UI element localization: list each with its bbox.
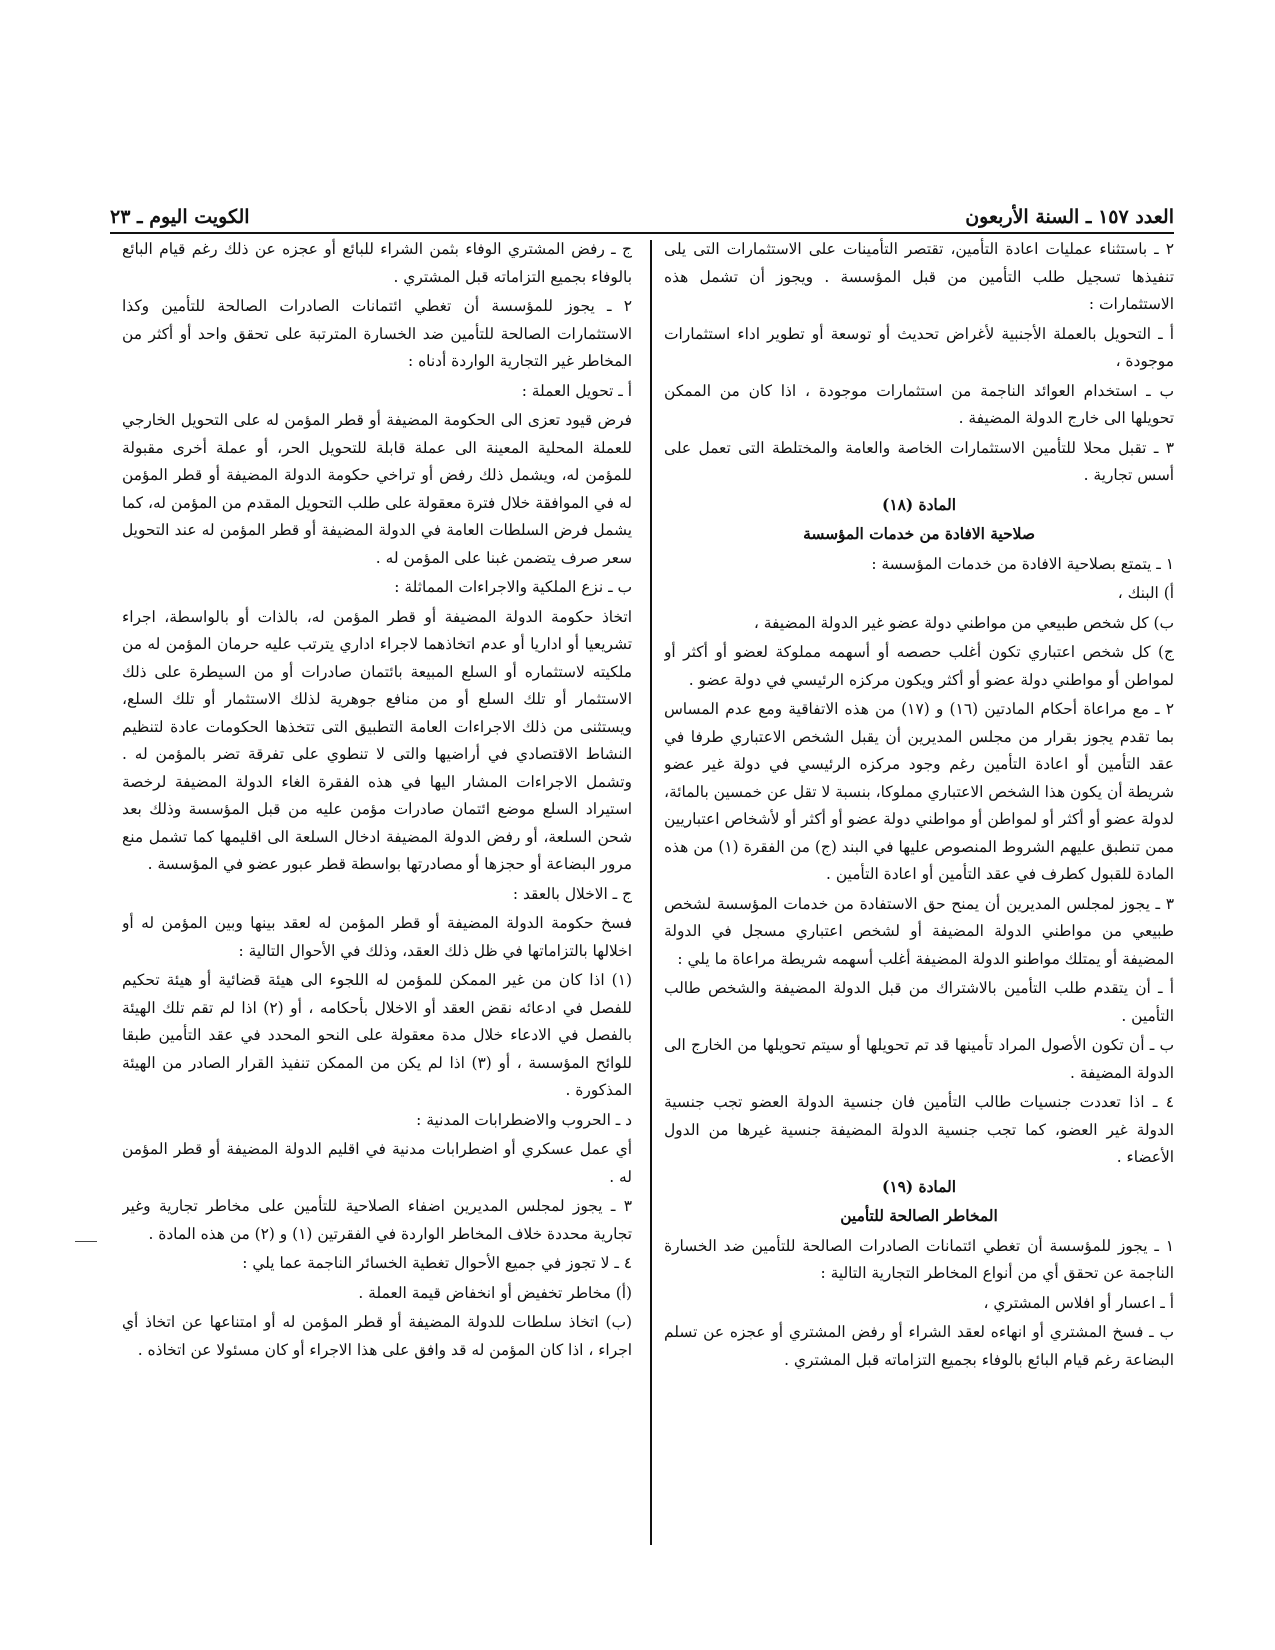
right-column [664, 236, 1174, 1546]
left-column-paragraph: أي عمل عسكري أو اضطرابات مدنية في اقليم الدولة المضيفة أو قطر المؤمن له . [122, 1140, 632, 1186]
left-column-paragraph: ٤ ـ لا تجوز في جميع الأحوال تغطية الخسائر الناجمة عما يلي : [242, 1254, 632, 1272]
right-column-paragraph: أ ـ التحويل بالعملة الأجنبية لأغراض تحديث أو توسعة أو تطوير اداء استثمارات موجودة ، [664, 324, 1174, 370]
right-column-paragraph: أ ـ اعسار أو افلاس المشتري ، [983, 1293, 1174, 1312]
right-column-heading: المخاطر الصالحة للتأمين [840, 1207, 998, 1225]
right-column-paragraph: ب ـ استخدام العوائد الناجمة من استثمارات موجودة ، اذا كان من الممكن تحويلها الى خارج الدولة المضيفة . [664, 381, 1174, 427]
right-column-paragraph: ب ـ فسخ المشتري أو انهاءه لعقد الشراء أو رفض المشتري أو عجزه عن تسلم البضاعة رغم قيام البائع بالوفاء بجميع التزاماته قبل المشتري . [664, 1323, 1174, 1369]
left-column-paragraph: (أ) مخاطر تخفيض أو انخفاض قيمة العملة . [358, 1283, 632, 1302]
left-column-paragraph: ج ـ الاخلال بالعقد : [512, 884, 632, 903]
left-column-paragraph: ج ـ رفض المشتري الوفاء بثمن الشراء للبائع أو عجزه عن ذلك رغم قيام البائع بالوفاء بجميع التزاماته قبل المشتري . [122, 240, 632, 286]
left-column-paragraph: أ ـ تحويل العملة : [521, 381, 632, 400]
right-column-paragraph: أ) البنك ، [1117, 584, 1174, 602]
left-column-paragraph: فرض قيود تعزى الى الحكومة المضيفة أو قطر المؤمن له على التحويل الخارجي للعملة المحلية المعينة الى عملة قابلة للتحويل الحر، أو عملة أخرى مقبولة للمؤمن له، ويشمل ذلك رفض أو تراخي حكومة الدولة المضيفة أو قطر المؤمن له في الموافقة خلال فترة معقولة على طلب التحويل المقدم من المؤمن له، كما يشمل فرض السلطات العامة في الدولة المضيفة أو قطر المؤمن له عند التحويل سعر صرف يتضمن غبنا على المؤمن له . [122, 411, 632, 567]
right-column-paragraph: ٤ ـ اذا تعددت جنسيات طالب التأمين فان جنسية الدولة العضو تجب جنسية الدولة غير العضو، كما تجب جنسية الدولة المضيفة جنسية غيرها من الدول الأعضاء . [664, 1093, 1174, 1166]
right-column-paragraph: ب ـ أن تكون الأصول المراد تأمينها قد تم تحويلها أو سيتم تحويلها من الخارج الى الدولة المضيفة . [664, 1036, 1174, 1082]
right-column-paragraph: أ ـ أن يتقدم طلب التأمين بالاشتراك من قبل الدولة المضيفة والشخص طالب التأمين . [664, 979, 1174, 1025]
header-rule [110, 232, 1174, 234]
right-column-heading: المادة (١٩) [882, 1177, 956, 1196]
right-column-heading: صلاحية الافادة من خدمات المؤسسة [803, 525, 1035, 543]
left-column-paragraph: فسخ حكومة الدولة المضيفة أو قطر المؤمن له لعقد بينها وبين المؤمن له أو اخلالها بالتزاماتها في ظل ذلك العقد، وذلك في الأحوال التالية : [122, 914, 632, 960]
publication-title: الكويت اليوم ـ ٢٣ [110, 206, 250, 228]
column-divider [650, 240, 652, 1545]
margin-mark [75, 1241, 97, 1242]
right-column-paragraph: ب) كل شخص طبيعي من مواطني دولة عضو غير الدولة المضيفة ، [753, 613, 1174, 632]
issue-number: العدد ١٥٧ ـ السنة الأربعون [965, 206, 1174, 228]
left-column-paragraph: ٣ ـ يجوز لمجلس المديرين اضفاء الصلاحية للتأمين على مخاطر تجارية وغير تجارية محددة خلاف المخاطر الواردة في الفقرتين (١) و (٢) من هذه المادة . [122, 1197, 632, 1243]
right-column-paragraph: ٢ ـ باستثناء عمليات اعادة التأمين، تقتصر التأمينات على الاستثمارات التى يلى تنفيذها تسجيل طلب التأمين من قبل المؤسسة . ويجوز أن تشمل هذه الاستثمارات : [664, 240, 1174, 313]
right-column-paragraph: ١ ـ يتمتع بصلاحية الافادة من خدمات المؤسسة : [871, 554, 1174, 573]
page-header [110, 188, 1174, 228]
left-column-paragraph: ب ـ نزع الملكية والاجراءات المماثلة : [394, 578, 632, 596]
left-column [122, 236, 632, 1546]
left-column-paragraph: د ـ الحروب والاضطرابات المدنية : [416, 1110, 632, 1129]
right-column-heading: المادة (١٨) [882, 495, 956, 514]
left-column-paragraph: (ب) اتخاذ سلطات للدولة المضيفة أو قطر المؤمن له أو امتناعها عن اتخاذ أي اجراء ، اذا كان المؤمن له قد وافق على هذا الاجراء أو كان مسئولا عن اتخاذه . [122, 1313, 632, 1359]
right-column-paragraph: ٢ ـ مع مراعاة أحكام المادتين (١٦) و (١٧) من هذه الاتفاقية ومع عدم المساس بما تقدم يجوز بقرار من مجلس المديرين أن يقبل الشخص الاعتباري طرفا في عقد التأمين أو اعادة التأمين رغم وجود مركزه الرئيسي في دولة غير عضو شريطة أن يكون هذا الشخص الاعتباري مملوكا، بنسبة لا تقل عن خمسين بالمائة، لدولة عضو أو أكثر أو لمواطن أو مواطني دولة عضو أو أكثر أو لأشخاص اعتباريين ممن تنطبق عليهم الشروط المنصوص عليها في البند (ج) من الفقرة (١) من هذه المادة للقبول كطرف في عقد التأمين أو اعادة التأمين . [664, 700, 1174, 883]
right-column-paragraph: ج) كل شخص اعتباري تكون أغلب حصصه أو أسهمه مملوكة لعضو أو أكثر أو لمواطن أو مواطني دولة عضو أو أكثر ويكون مركزه الرئيسي في دولة عضو . [664, 643, 1174, 689]
right-column-paragraph: ١ ـ يجوز للمؤسسة أن تغطي ائتمانات الصادرات الصالحة للتأمين ضد الخسارة الناجمة عن تحقق أي من أنواع المخاطر التجارية التالية : [664, 1236, 1174, 1282]
left-column-paragraph: ٢ ـ يجوز للمؤسسة أن تغطي ائتمانات الصادرات الصالحة للتأمين وكذا الاستثمارات الصالحة للتأمين ضد الخسارة المترتبة على تحقق واحد أو أكثر من المخاطر غير التجارية الواردة أدناه : [122, 297, 632, 370]
right-column-paragraph: ٣ ـ يجوز لمجلس المديرين أن يمنح حق الاستفادة من خدمات المؤسسة لشخص طبيعي من مواطني الدولة المضيفة أو لشخص اعتباري مسجل في الدولة المضيفة أو يمتلك مواطنو الدولة المضيفة أغلب أسهمه شريطة مراعاة ما يلي : [664, 894, 1174, 968]
right-column-paragraph: ٣ ـ تقبل محلا للتأمين الاستثمارات الخاصة والعامة والمختلطة التى تعمل على أسس تجارية . [664, 438, 1174, 484]
left-column-paragraph: (١) اذا كان من غير الممكن للمؤمن له اللجوء الى هيئة قضائية أو هيئة تحكيم للفصل في ادعائه نقض العقد أو الاخلال بأحكامه ، أو (٢) اذا لم تقم تلك الهيئة بالفصل في الادعاء خلال مدة معقولة على النحو المحدد في عقد التأمين طبقا للوائح المؤسسة ، أو (٣) اذا لم يكن من الممكن تنفيذ القرار الصادر من الهيئة المذكورة . [122, 971, 632, 1099]
left-column-paragraph: اتخاذ حكومة الدولة المضيفة أو قطر المؤمن له، بالذات أو بالواسطة، اجراء تشريعيا أو اداريا أو عدم اتخاذهما لاجراء اداري يترتب عليه حرمان المؤمن له من ملكيته لاستثماره أو السلع المبيعة بائتمان صادرات أو من السيطرة على ذلك الاستثمار أو تلك السلع أو من منافع جوهرية لذلك الاستثمار أو تلك السلع، ويستثنى من ذلك الاجراءات العامة التطبيق التى تتخذها الحكومات عادة لتنظيم النشاط الاقتصادي في أراضيها والتى لا تنطوي على تفرقة تضر بالمؤمن له . وتشمل الاجراءات المشار اليها في هذه الفقرة الغاء الدولة المضيفة لرخصة استيراد السلع موضع ائتمان صادرات مؤمن عليه من قبل المؤسسة وذلك بعد شحن السلعة، أو رفض الدولة المضيفة ادخال السلعة الى اقليمها كما تشمل منع مرور البضاعة أو حجزها أو مصادرتها بواسطة قطر عبور عضو في المؤسسة . [122, 607, 632, 873]
